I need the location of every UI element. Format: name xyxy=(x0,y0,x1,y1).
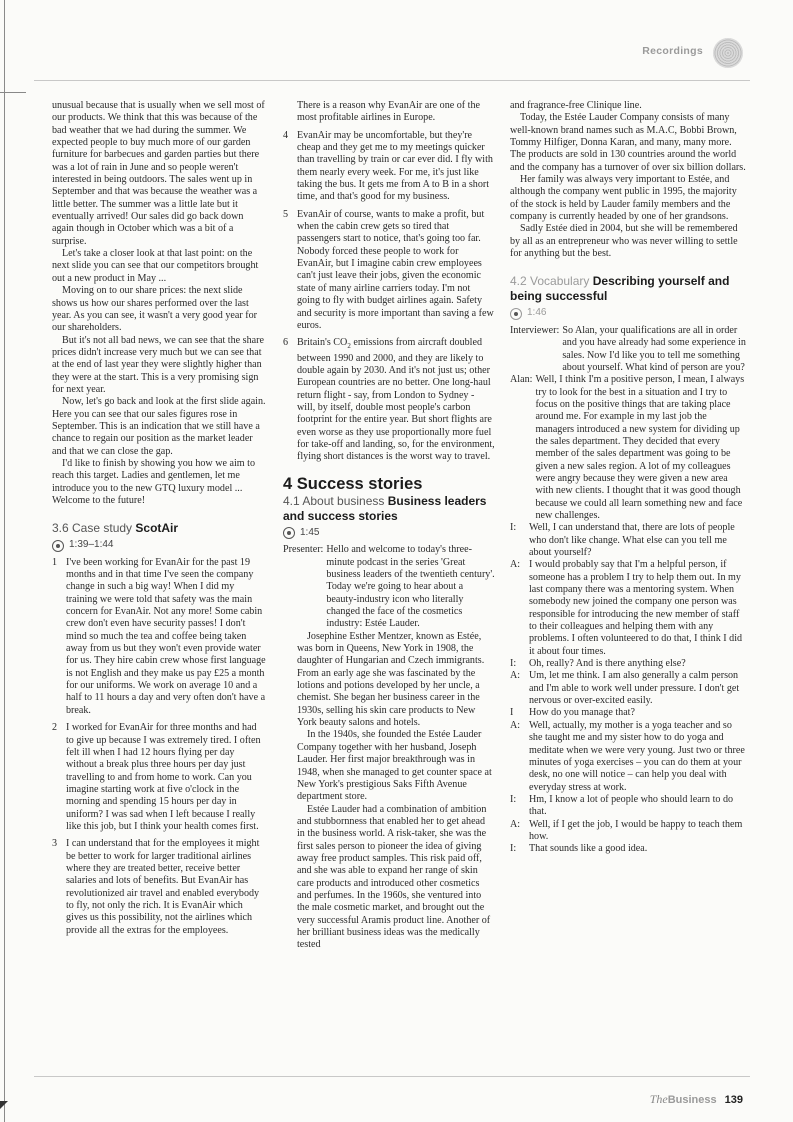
corner-mark xyxy=(0,92,26,93)
section-title: ScotAir xyxy=(135,521,179,536)
dialogue-line xyxy=(510,843,746,855)
paragraph: Now, let's go back and look at the first slide again. Here you can see that our sales figures rose in September. This is an indication that we still have a chance to regain our position as the market leader and that we can close the gap. xyxy=(52,396,266,457)
list-item xyxy=(283,337,495,463)
column-1 xyxy=(52,100,266,937)
speech: Well, if I get the job, I would be happy to teach them how. xyxy=(529,818,743,842)
item-text: EvanAir of course, wants to make a profit, but when the cabin crew gets so tired that passengers start to notice, that's going too far. Nobody forced these people to work for EvanAir, but I imagine cabin crew employees can't just leave their jobs, given the economic state of many airline carriers today. I'm not going to fly with budget airlines again. Safety and security is more important than saving a few euros. xyxy=(297,208,494,331)
item-text xyxy=(297,337,495,463)
speech: Well, I can understand that, there are lots of people who don't like change. What else can you tell me about yourself? xyxy=(529,522,735,558)
case-study-heading xyxy=(52,521,266,536)
footer-rule xyxy=(34,1076,750,1077)
list-item xyxy=(52,557,266,717)
item-number: 5 xyxy=(283,208,289,220)
item-text-part: Britain's CO xyxy=(297,337,348,349)
speech: Well, I think I'm a positive person, I mean, I always try to look for the best in a situation and I try to focus on the positive things that are taking place around me. For example in my last job the managers introduced a new system for dividing up the sales department. They decided that every member of the sales department was going to be given a new sales region. A lot of my colleagues were angry because they were given a new area with new clients. I thought that it was good though because we could all learn something new and face new challenges. xyxy=(535,374,745,521)
dialogue-line xyxy=(510,707,746,719)
paragraph: Her family was always very important to Estée, and although the company went public in 1995, the majority of the stock is held by Lauder family members and the company is currently headed by one of her grandsons. xyxy=(510,174,737,223)
page-number: 139 xyxy=(724,1094,743,1106)
dialogue-line xyxy=(510,522,746,559)
paragraph: But it's not all bad news, we can see that the share prices didn't increase very much but we can see that at the end of last year they were slightly higher than they were at the start. This is a very promising sign for next year. xyxy=(52,334,264,395)
presenter-text xyxy=(283,544,495,630)
cd-disc-icon xyxy=(713,38,743,68)
item-text: I worked for EvanAir for three months and had to give up because I was extremely tired. I often felt ill when I had 12 hours flying per day without a break plus three hours per day just travelling to and from home to work. Can you imagine starting work at five o'clock in the morning and spending 15 hours per day in uniform? I was sad when I left because I really like this job, but I think your health comes first. xyxy=(66,722,261,832)
paragraph: Estée Lauder had a combination of ambition and stubbornness that enabled her to get ahead in the business world. A risk-taker, she was the first sales person to pioneer the idea of giving away free product samples. This risk paid off, and she was able to expand her range of skin care products and introduced other cosmetics and perfumes. In the 1960s, she ventured into the male cosmetic market, and brought out the very successful Aramis product line. Another of her brilliant business ideas was the medically tested xyxy=(297,803,491,951)
list-item xyxy=(283,130,495,204)
paragraph: Let's take a closer look at that last point: on the next slide you can see that our competitors brought out a new product in May ... xyxy=(52,248,259,284)
paragraph: Josephine Esther Mentzer, known as Estée, was born in Queens, New York in 1908, the daughter of Hungarian and Czech immigrants. From an early age she was fascinated by the lotions and potions developed by her uncle, a chemist. She began her business career in the 1930s, selling his skin care products to New York beauty salons and hotels. xyxy=(297,630,485,729)
section-label: Recordings xyxy=(642,45,703,57)
paragraph: I'd like to finish by showing you how we aim to reach this target. Ladies and gentlemen, let me introduce you to the new GTQ luxury model ... Welcome to the future! xyxy=(52,457,256,506)
column-2 xyxy=(283,100,495,952)
dialogue-line xyxy=(510,374,746,522)
speaker-label: A: xyxy=(510,559,521,571)
audio-cd-icon xyxy=(283,527,295,539)
section-number: 3.6 Case study xyxy=(52,521,133,536)
header-rule xyxy=(34,80,750,81)
unit-title: 4 Success stories xyxy=(283,474,423,493)
item-number: 3 xyxy=(52,838,58,850)
corner-mark xyxy=(0,1101,8,1109)
speaker-label: I: xyxy=(510,843,517,855)
brand-prefix: The xyxy=(649,1092,668,1106)
speech: Well, actually, my mother is a yoga teacher and so she taught me and my sister how to do yoga and meditate when we were very young. Just two or three minutes of yoga exercises – you can do them at your desk, no one will notice – can help you deal with everyday stress at work. xyxy=(529,719,745,793)
section-title: Business leaders and success stories xyxy=(283,493,487,523)
subscript: 2 xyxy=(347,342,351,351)
paragraph: Sadly Estée died in 2004, but she will be remembered by all as an entrepreneur who was never willing to settle for anything but the best. xyxy=(510,223,738,260)
item-text: I've been working for EvanAir for the past 19 months and in that time I've seen the company change in such a big way! When I did my training we were told that safety was the main concern for EvanAir. Not any more! Some cabin crew don't even have security passes! I don't mind so much the tea and coffee being taken away from us but they won't even provide water for us. They hire cabin crew whose first language is not English and they make us pay £25 a month for our uniforms. We work on average 10 and a half to 11 hours a day and very often don't have a break. xyxy=(66,556,266,716)
item-number: 1 xyxy=(52,556,58,568)
speaker-label: Interviewer: xyxy=(510,324,560,336)
section-title: Describing yourself and being successful xyxy=(510,274,730,304)
paragraph: In the 1940s, she founded the Estée Lauder Company together with her husband, Joseph Lauder. Her first major breakthrough was in 1948, when she managed to get counter space at New York's prestigious Saks Fifth Avenue department store. xyxy=(297,729,492,803)
speech: I would probably say that I'm a helpful person, if someone has a problem I try to help them out. In my last company there was a mentoring system. When somebody new joined the company one person was responsible for introducing the new member of staff to their colleagues and helping them with any problems. I often volunteered to do that, I think I did it about four times. xyxy=(529,559,743,657)
speaker-label: Alan: xyxy=(510,374,533,386)
speech: That sounds like a good idea. xyxy=(529,843,648,855)
speaker-label: A: xyxy=(510,719,521,731)
column-3 xyxy=(510,100,746,856)
page-footer xyxy=(650,1092,743,1107)
section-heading xyxy=(510,274,746,304)
dialogue xyxy=(510,325,746,856)
speaker-label: A: xyxy=(510,818,521,830)
paragraph: There is a reason why EvanAir are one of the most profitable airlines in Europe. xyxy=(297,100,481,124)
list-item xyxy=(52,838,266,937)
dialogue-line xyxy=(510,670,746,707)
speaker-label: Presenter: xyxy=(283,544,324,556)
item-number: 4 xyxy=(283,129,289,141)
dialogue-line xyxy=(510,819,746,844)
track-number: 1:39–1:44 xyxy=(69,539,114,551)
dialogue-line xyxy=(510,325,746,374)
item-number: 6 xyxy=(283,337,289,349)
speech: So Alan, your qualifications are all in order and you have already had some experience in sales. Now I'd like you to tell me something about yourself. What kind of person are you? xyxy=(562,324,746,373)
audio-cd-icon xyxy=(510,308,522,320)
list-item xyxy=(52,722,266,833)
track-number: 1:45 xyxy=(300,526,320,538)
audio-cd-icon xyxy=(52,540,64,552)
section-number: 4.1 About business xyxy=(283,493,385,508)
dialogue-line xyxy=(510,720,746,794)
speech: How do you manage that? xyxy=(529,707,635,719)
dialogue-line xyxy=(510,559,746,658)
paragraph: Today, the Estée Lauder Company consists of many well-known brand names such as M.A.C, Bobbi Brown, Tommy Hilfiger, Donna Karan, and many, many more. The products are sold in 130 countries around the world and the company has a turnover of over six billion dollars. xyxy=(510,112,746,173)
page-spine xyxy=(4,0,5,1122)
speaker-label: I: xyxy=(510,793,517,805)
speaker-label: A: xyxy=(510,670,521,682)
dialogue-line xyxy=(510,658,746,670)
list-item xyxy=(283,209,495,332)
speaker-label: I: xyxy=(510,522,517,534)
item-text: EvanAir may be uncomfortable, but they're cheap and they get me to my meetings quicker than travelling by train or car ever did. I fly with them nearly every week. For me, it's just like taking the bus. It gets me from A to B in a short time, and that's good for my business. xyxy=(297,129,493,203)
speaker-label: I xyxy=(510,707,514,719)
item-text: I can understand that for the employees it might be better to work for larger traditional airlines where they are treated better, receive better salaries and lots of benefits. But EvanAir has revolutionized air travel and enabled everybody to fly, not only the rich. It is EvanAir which gives us this possibility, not the airlines which provide all the extras for the employees. xyxy=(66,838,260,936)
section-number: 4.2 Vocabulary xyxy=(510,274,590,289)
audio-track[interactable] xyxy=(52,539,266,551)
brand-name: Business xyxy=(667,1094,717,1106)
speech: Um, let me think. I am also generally a calm person and I'm able to work well under pressure. I don't get nervous or over-excited easily. xyxy=(529,670,740,707)
dialogue-line xyxy=(510,794,746,819)
paragraph: Moving on to our share prices: the next slide shows us how our shares performed over the last year. As you can see, it wasn't a very good year for our shareholders. xyxy=(52,285,258,334)
paragraph: and fragrance-free Clinique line. xyxy=(510,100,642,111)
paragraph: unusual because that is usually when we sell most of our products. We think that this was because of the bad weather that we had during the summer. We expected people to buy much more of our garden furniture for barbecues and garden parties but there was a lot of rain in June and so people weren't interested in being outdoors. The sales went up in September and that was because the weather was a little better. The summer was a little late but it eventually arrived! Our sales did go back down again though in October which was a bit of a surprise. xyxy=(52,100,265,247)
speech: Hm, I know a lot of people who should learn to do that. xyxy=(529,793,734,818)
audio-track[interactable] xyxy=(510,307,746,319)
track-number: 1:46 xyxy=(527,307,547,319)
speech: Hello and welcome to today's three-minute podcast in the series 'Great business leaders of the twentieth century'. Today we're going to hear about a beauty-industry icon who literally changed the face of the cosmetics industry: Estée Lauder. xyxy=(326,544,495,630)
speech: Oh, really? And is there anything else? xyxy=(529,658,686,670)
section-heading xyxy=(283,494,495,524)
speaker-label: I: xyxy=(510,658,517,670)
item-number: 2 xyxy=(52,722,58,734)
item-text-part: emissions from aircraft doubled between 1990 and 2000, and they are likely to double again by 2030. And it's not just us; other European countries are no better. One long-haul return flight - say, from London to Sydney - will, by itself, double most people's carbon footprint for the entire year. But short flights are even worse as they use proportionally more fuel for take-off and landing, so, for the environment, flying short distances is the worst way to travel. xyxy=(297,337,495,463)
audio-track[interactable] xyxy=(283,527,495,539)
